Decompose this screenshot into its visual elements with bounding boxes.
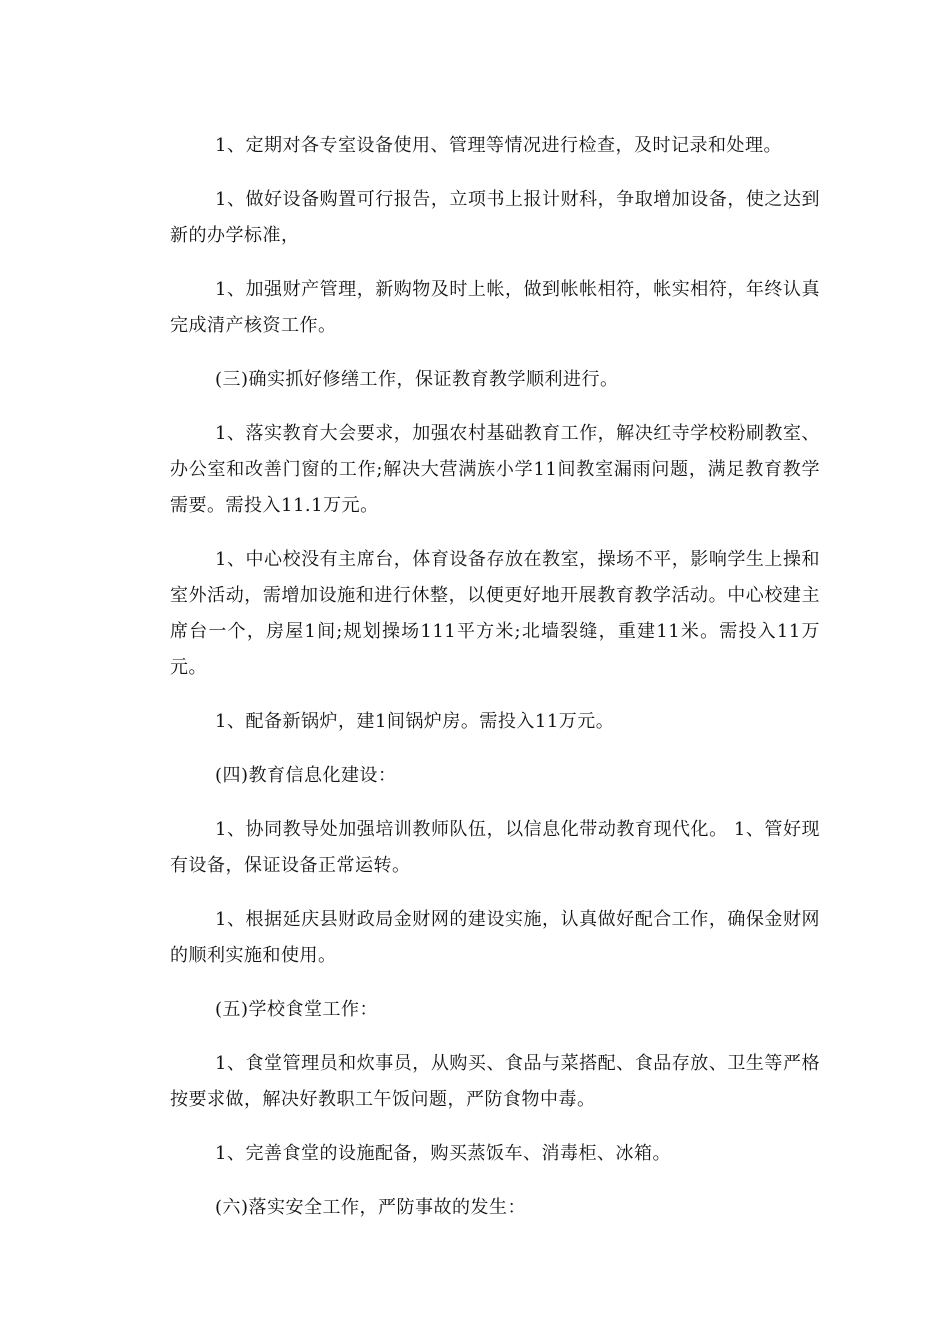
document-body	[170, 128, 820, 1244]
paragraph-central-school: 1、中心校没有主席台，体育设备存放在教室，操场不平，影响学生上操和室外活动，需增加设施和进行休整，以便更好地开展教育教学活动。中心校建主席台一个，房屋1间;规划操场111平方米;北墙裂缝，重建11米。需投入11万元。	[170, 549, 820, 678]
section-heading-safety: (六)落实安全工作，严防事故的发生：	[215, 1197, 527, 1218]
section-heading-informatization: (四)教育信息化建设：	[215, 765, 397, 786]
paragraph-teacher-training: 1、协同教导处加强培训教师队伍，以信息化带动教育现代化。 1、管好现有设备，保证设备正常运转。	[170, 819, 820, 876]
paragraph-rural-education: 1、落实教育大会要求，加强农村基础教育工作，解决红寺学校粉刷教室、办公室和改善门窗的工作;解决大营满族小学11间教室漏雨问题，满足教育教学需要。需投入11.1万元。	[170, 423, 820, 516]
paragraph-canteen-staff: 1、食堂管理员和炊事员，从购买、食品与菜搭配、食品存放、卫生等严格按要求做，解决好教职工午饭问题，严防食物中毒。	[170, 1053, 820, 1110]
paragraph-boiler: 1、配备新锅炉，建1间锅炉房。需投入11万元。	[215, 711, 615, 732]
paragraph-canteen-facilities: 1、完善食堂的设施配备，购买蒸饭车、消毒柜、冰箱。	[215, 1143, 671, 1164]
paragraph-property-management: 1、加强财产管理，新购物及时上帐，做到帐帐相符，帐实相符，年终认真完成清产核资工作。	[170, 279, 820, 336]
paragraph-equipment-purchase: 1、做好设备购置可行报告，立项书上报计财科，争取增加设备，使之达到新的办学标准，	[170, 189, 820, 246]
paragraph-finance-network: 1、根据延庆县财政局金财网的建设实施，认真做好配合工作，确保金财网的顺利实施和使用。	[170, 909, 820, 966]
section-heading-canteen: (五)学校食堂工作：	[215, 999, 379, 1020]
section-heading-repairs: (三)确实抓好修缮工作，保证教育教学顺利进行。	[215, 369, 619, 390]
paragraph-equipment-inspection: 1、定期对各专室设备使用、管理等情况进行检查，及时记录和处理。	[215, 135, 782, 156]
